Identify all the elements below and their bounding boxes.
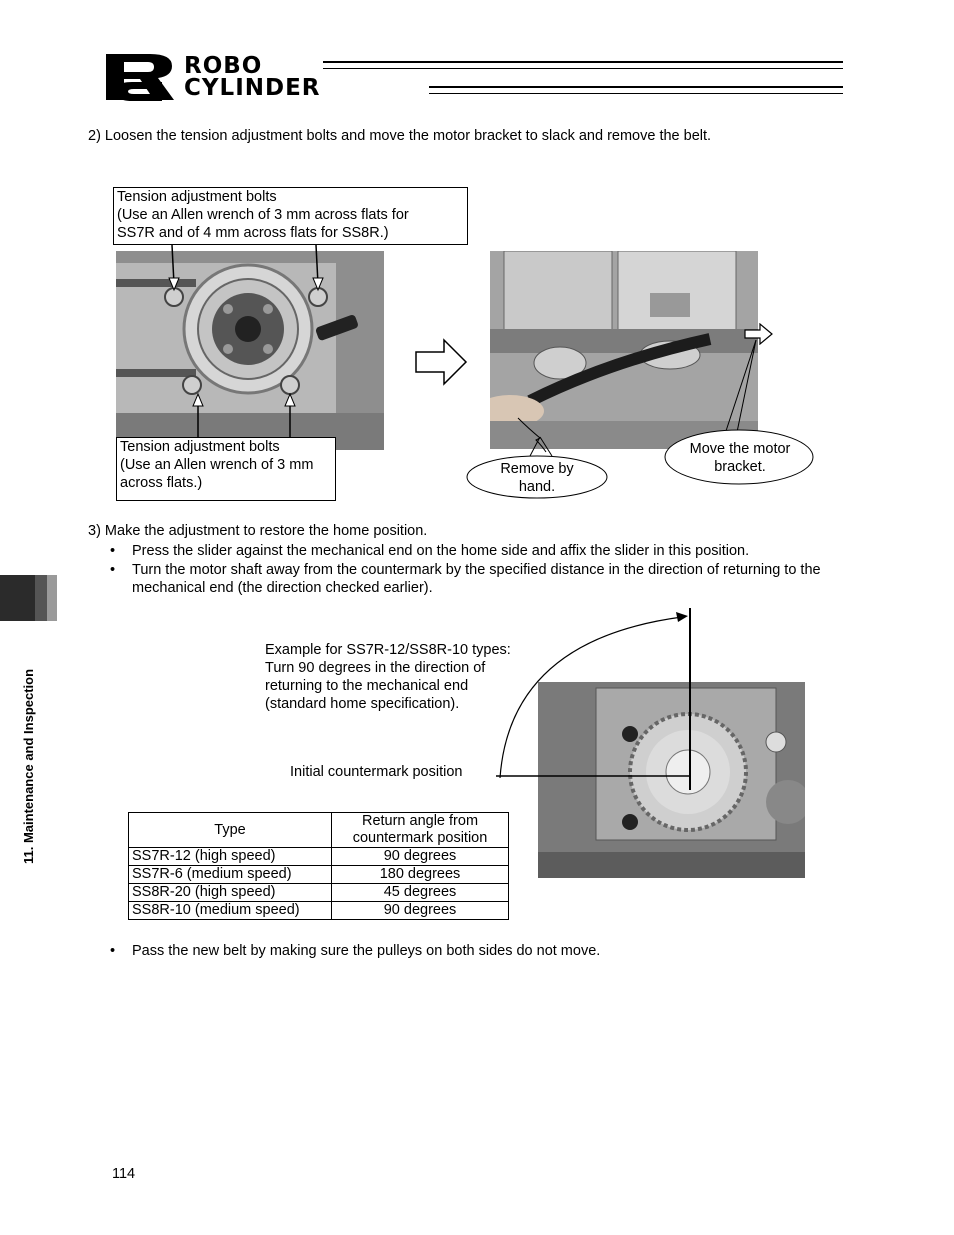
bullet-dot: • bbox=[110, 561, 116, 578]
bolt-arrows bbox=[116, 240, 384, 450]
move-motor-line1: Move the motor bbox=[689, 441, 791, 457]
step-3-bullets bbox=[110, 542, 850, 598]
table-row bbox=[129, 866, 509, 884]
bullet-text: Turn the motor shaft away from the countermark by the specified distance in the direction of returning to the mechanical end (the direction checked earlier). bbox=[132, 561, 821, 596]
final-bullet bbox=[110, 943, 600, 959]
callout-top bbox=[113, 187, 468, 245]
side-tab-block-light bbox=[47, 575, 57, 621]
side-tab-block-mid bbox=[35, 575, 47, 621]
bullet-item-1 bbox=[110, 542, 850, 561]
cell-angle: 90 degrees bbox=[332, 848, 509, 866]
bullet-dot: • bbox=[110, 543, 116, 559]
cell-type: SS7R-12 (high speed) bbox=[129, 848, 332, 866]
example-line2: Turn 90 degrees in the direction of bbox=[265, 660, 486, 676]
callout-top-line2: (Use an Allen wrench of 3 mm across flats for bbox=[117, 207, 409, 223]
remove-by-hand-line2: hand. bbox=[518, 479, 556, 495]
rc-logo-icon bbox=[102, 52, 178, 102]
header-angle-line1: Return angle from bbox=[361, 813, 479, 829]
callout-bottom-line1: Tension adjustment bolts bbox=[120, 439, 280, 455]
header-rule-top bbox=[323, 61, 843, 63]
header-rule-bottom bbox=[429, 86, 843, 88]
table-row bbox=[129, 848, 509, 866]
header-angle-line2: countermark position bbox=[352, 830, 488, 846]
brand-line-2: CYLINDER bbox=[184, 75, 321, 101]
cell-angle: 45 degrees bbox=[332, 884, 509, 902]
header-rule-bottom-thin bbox=[429, 93, 843, 94]
table-row bbox=[129, 902, 509, 920]
table-row bbox=[129, 884, 509, 902]
remove-by-hand-label bbox=[478, 460, 596, 496]
cell-angle: 90 degrees bbox=[332, 902, 509, 920]
header-type: Type bbox=[129, 813, 332, 848]
table-header-row bbox=[129, 813, 509, 848]
step-3-text: 3) Make the adjustment to restore the home position. bbox=[88, 523, 428, 539]
callout-bottom-line2: (Use an Allen wrench of 3 mm bbox=[120, 457, 314, 473]
bullet-item-2 bbox=[110, 561, 850, 598]
cell-angle: 180 degrees bbox=[332, 866, 509, 884]
right-arrow-icon bbox=[414, 338, 468, 386]
callout-bottom bbox=[116, 437, 336, 501]
bullet-text: Pass the new belt by making sure the pulleys on both sides do not move. bbox=[132, 943, 601, 959]
initial-mark-label: Initial countermark position bbox=[290, 764, 463, 780]
example-text bbox=[265, 641, 511, 713]
brand-line-1: ROBO bbox=[184, 53, 263, 79]
example-line3: returning to the mechanical end bbox=[265, 678, 469, 694]
chapter-side-label bbox=[21, 632, 37, 864]
page-number: 114 bbox=[112, 1166, 136, 1182]
callout-bottom-line3: across flats.) bbox=[120, 475, 203, 491]
example-line4: (standard home specification). bbox=[265, 696, 460, 712]
move-motor-label bbox=[674, 440, 806, 476]
countermark-diagram bbox=[490, 600, 700, 830]
remove-by-hand-line1: Remove by bbox=[500, 461, 574, 477]
callout-top-line3: SS7R and of 4 mm across flats for SS8R.) bbox=[117, 225, 389, 241]
chapter-side-label-text: 11. Maintenance and Inspection bbox=[21, 668, 36, 864]
bullet-text: Press the slider against the mechanical end on the home side and affix the slider in this position. bbox=[132, 543, 750, 559]
cell-type: SS7R-6 (medium speed) bbox=[129, 866, 332, 884]
header-angle bbox=[332, 813, 509, 848]
side-tab-block bbox=[0, 575, 35, 621]
cell-type: SS8R-10 (medium speed) bbox=[129, 902, 332, 920]
callout-top-line1: Tension adjustment bolts bbox=[117, 189, 277, 205]
example-line1: Example for SS7R-12/SS8R-10 types: bbox=[265, 642, 511, 658]
cell-type: SS8R-20 (high speed) bbox=[129, 884, 332, 902]
header-rule-top-thin bbox=[323, 68, 843, 69]
bullet-dot: • bbox=[110, 943, 116, 959]
step-2-text: 2) Loosen the tension adjustment bolts and move the motor bracket to slack and remove the belt. bbox=[88, 128, 712, 144]
return-angle-table bbox=[128, 812, 509, 920]
move-motor-line2: bracket. bbox=[714, 459, 766, 475]
